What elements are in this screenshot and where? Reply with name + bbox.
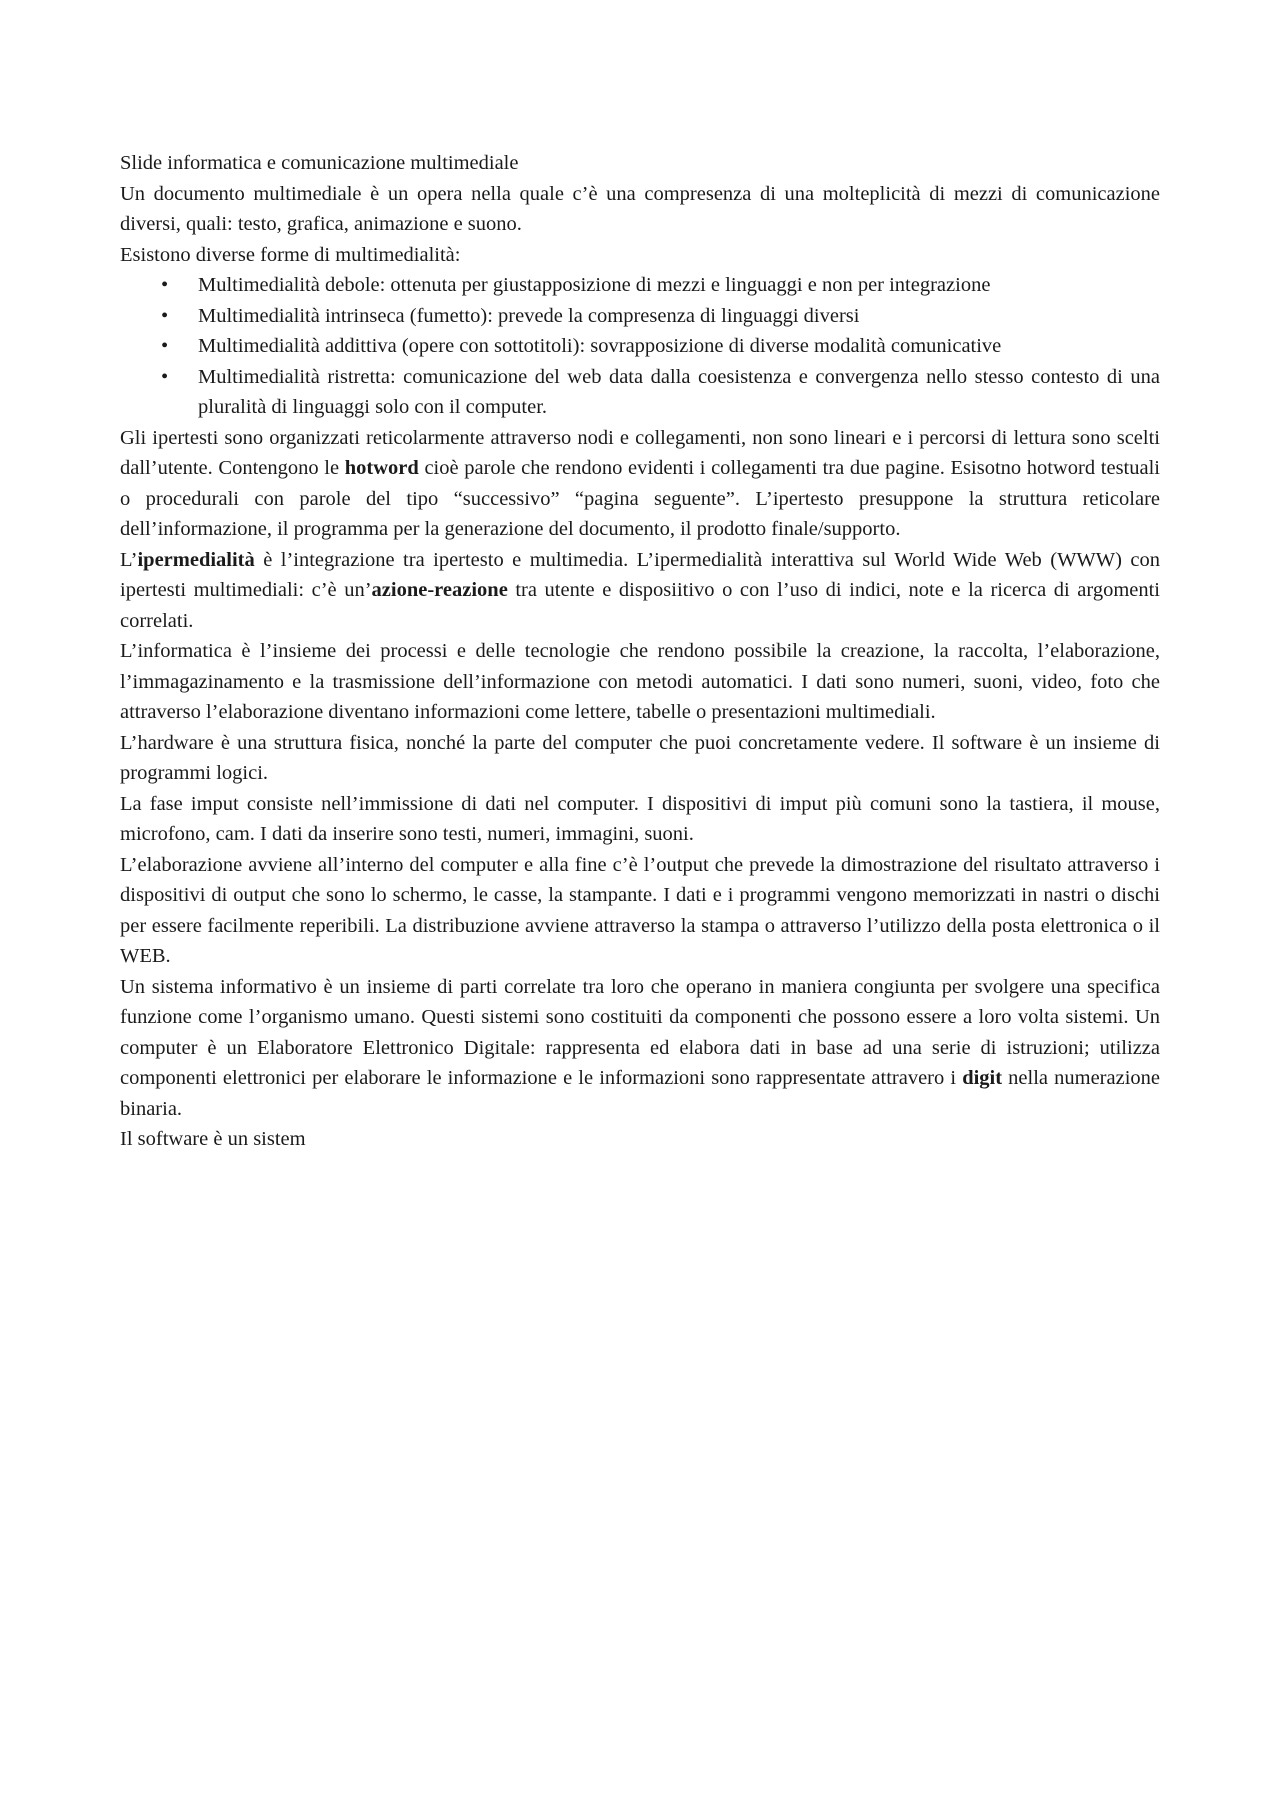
ipermedialita-term: ipermedialità: [137, 548, 255, 571]
bullet-icon: •: [161, 335, 169, 357]
list-item: [161, 301, 1160, 332]
elaborazione-paragraph: L’elaborazione avviene all’interno del computer e alla fine c’è l’output che prevede la dimostrazione del risultato attraverso i dispositivi di output che sono lo schermo, le casse, la stampante. I dati e i programmi vengono memorizzati in nastri o dischi per essere facilmente reperibili. La distribuzione avviene attraverso la stampa o attraverso l’utilizzo della posta elettronica o il WEB.: [120, 853, 1160, 967]
informatica-paragraph: L’informatica è l’insieme dei processi e delle tecnologie che rendono possibile la creazione, la raccolta, l’elaborazione, l’immagazinamento e la trasmissione dell’informazione con metodi automatici. I dati sono numeri, suoni, video, foto che attraverso l’elaborazione diventano informazioni come lettere, tabelle o presentazioni multimediali.: [120, 640, 1160, 723]
list-item: [161, 331, 1160, 362]
forms-intro: Esistono diverse forme di multimedialità:: [120, 243, 461, 266]
ipertesti-text-2: cioè parole che rendono evidenti i collegamenti tra due pagine. Esisotno hotword testuali o procedurali con parole del tipo “successivo” “pagina seguente”. L’ipertesto presuppone la struttura reticolare dell’informazione, il programma per la generazione del documento, il prodotto finale/supporto.: [120, 457, 1160, 540]
bullet-icon: •: [161, 304, 169, 327]
bullet-icon: •: [161, 274, 169, 296]
multimedia-forms-list: [120, 270, 1160, 423]
ipermedialita-text-2: è l’integrazione tra ipertesto e multimedia. L’ipermedialità interattiva sul World Wide Web (WWW) con ipertesti multimediali: c’è un’: [120, 548, 1160, 601]
document-page: [120, 148, 1160, 1155]
input-paragraph: La fase imput consiste nell’immissione di dati nel computer. I dispositivi di imput più comuni sono la tastiera, il mouse, microfono, cam. I dati da inserire sono testi, numeri, immagini, suoni.: [120, 792, 1160, 845]
list-item: [161, 362, 1160, 423]
list-item-text: Multimedialità ristretta: comunicazione del web data dalla coesistenza e convergenza nello stesso contesto di una pluralità di linguaggi solo con il computer.: [198, 365, 1160, 418]
list-item: [161, 270, 1160, 301]
ipertesti-text-1: Gli ipertesti sono organizzati reticolarmente attraverso nodi e collegamenti, non sono lineari e i percorsi di lettura sono scelti dall’utente. Contengono le: [120, 426, 1160, 479]
list-item-text: Multimedialità intrinseca (fumetto): prevede la compresenza di linguaggi diversi: [198, 304, 860, 327]
bullet-icon: •: [161, 365, 169, 388]
digit-term: digit: [962, 1067, 1003, 1089]
intro-paragraph: Un documento multimediale è un opera nella quale c’è una compresenza di una molteplicità di mezzi di comunicazione diversi, quali: testo, grafica, animazione e suono.: [120, 182, 1160, 235]
sistema-text-2: nella numerazione binaria.: [120, 1067, 1160, 1120]
azione-reazione-term: azione-reazione: [371, 579, 508, 601]
software-fragment: Il software è un sistem: [120, 1128, 306, 1150]
list-item-text: Multimedialità addittiva (opere con sottotitoli): sovrapposizione di diverse modalità comunicative: [198, 335, 1002, 357]
ipermedialita-paragraph: [120, 545, 1160, 637]
hardware-paragraph: L’hardware è una struttura fisica, nonché la parte del computer che puoi concretamente vedere. Il software è un insieme di programmi logici.: [120, 731, 1160, 784]
ipermedialita-text-3: tra utente e disposiitivo o con l’uso di indici, note e la ricerca di argomenti correlati.: [120, 579, 1161, 632]
ipertesti-paragraph: [120, 423, 1160, 545]
sistema-paragraph: [120, 972, 1160, 1125]
list-item-text: Multimedialità debole: ottenuta per giustapposizione di mezzi e linguaggi e non per integrazione: [198, 274, 991, 296]
ipermedialita-text-1: L’: [120, 548, 138, 571]
sistema-text-1: Un sistema informativo è un insieme di parti correlate tra loro che operano in maniera congiunta per svolgere una specifica funzione come l’organismo umano. Questi sistemi sono costituiti da componenti che possono essere a loro volta sistemi. Un computer è un Elaboratore Elettronico Digitale: rappresenta ed elabora dati in base ad una serie di istruzioni; utilizza componenti elettronici per elaborare le informazione e le informazioni sono rappresentate attravero i: [120, 975, 1160, 1089]
hotword-term: hotword: [344, 457, 419, 479]
document-title: Slide informatica e comunicazione multimediale: [120, 152, 519, 174]
